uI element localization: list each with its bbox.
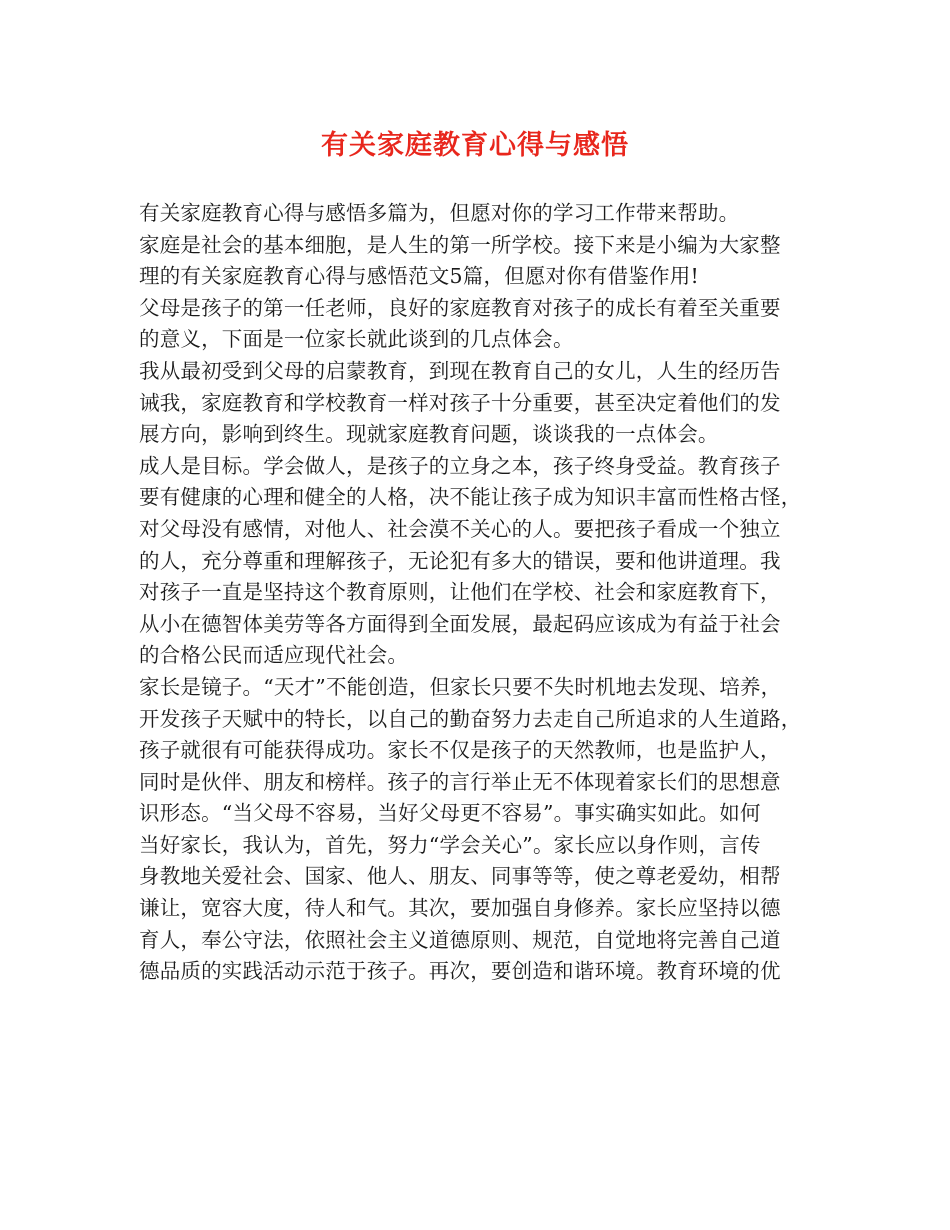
text-line: 的合格公民而适应现代社会。 [139, 643, 409, 668]
text-line: 展方向，影响到终生。现就家庭教育问题，谈谈我的一点体会。 [139, 422, 719, 447]
text-line: 家长是镜子。“天才”不能创造，但家长只要不失时机地去发现、培养， [139, 674, 782, 699]
text-line: 身教地关爱社会、国家、他人、朋友、同事等等，使之尊老爱幼，相帮 [139, 864, 781, 889]
text-line: 对孩子一直是坚持这个教育原则，让他们在学校、社会和家庭教育下， [139, 580, 781, 605]
text-line: 家庭是社会的基本细胞，是人生的第一所学校。接下来是小编为大家整 [139, 232, 781, 257]
text-line: 当好家长，我认为，首先，努力“学会关心”。家长应以身作则，言传 [139, 832, 761, 857]
text-line: 德品质的实践活动示范于孩子。再次，要创造和谐环境。教育环境的优 [139, 959, 781, 984]
text-line: 的人，充分尊重和理解孩子，无论犯有多大的错误，要和他讲道理。我 [139, 548, 781, 573]
text-line: 我从最初受到父母的启蒙教育，到现在教育自己的女儿，人生的经历告 [139, 358, 781, 383]
text-line: 开发孩子天赋中的特长，以自己的勤奋努力去走自己所追求的人生道路， [139, 706, 802, 731]
text-line: 谦让，宽容大度，待人和气。其次，要加强自身修养。家长应坚持以德 [139, 896, 781, 921]
document-body [139, 198, 829, 988]
text-line: 父母是孩子的第一任老师，良好的家庭教育对孩子的成长有着至关重要 [139, 295, 781, 320]
text-line: 成人是目标。学会做人，是孩子的立身之本，孩子终身受益。教育孩子 [139, 453, 781, 478]
text-line: 孩子就很有可能获得成功。家长不仅是孩子的天然教师，也是监护人， [139, 738, 781, 763]
text-line: 诫我，家庭教育和学校教育一样对孩子十分重要，甚至决定着他们的发 [139, 390, 781, 415]
text-line: 识形态。“当父母不容易，当好父母更不容易”。事实确实如此。如何 [139, 801, 761, 826]
text-line: 同时是伙伴、朋友和榜样。孩子的言行举止无不体现着家长们的思想意 [139, 769, 781, 794]
text-line: 育人，奉公守法，依照社会主义道德原则、规范，自觉地将完善自己道 [139, 927, 781, 952]
text-line: 理的有关家庭教育心得与感悟范文5篇，但愿对你有借鉴作用! [139, 264, 699, 289]
text-line: 要有健康的心理和健全的人格，决不能让孩子成为知识丰富而性格古怪， [139, 485, 802, 510]
text-line: 从小在德智体美劳等各方面得到全面发展，最起码应该成为有益于社会 [139, 611, 781, 636]
page-title: 有关家庭教育心得与感悟 [321, 130, 629, 161]
text-line: 有关家庭教育心得与感悟多篇为，但愿对你的学习工作带来帮助。 [139, 201, 740, 225]
text-line: 对父母没有感情，对他人、社会漠不关心的人。要把孩子看成一个独立 [139, 516, 781, 541]
text-line: 的意义，下面是一位家长就此谈到的几点体会。 [139, 327, 574, 352]
